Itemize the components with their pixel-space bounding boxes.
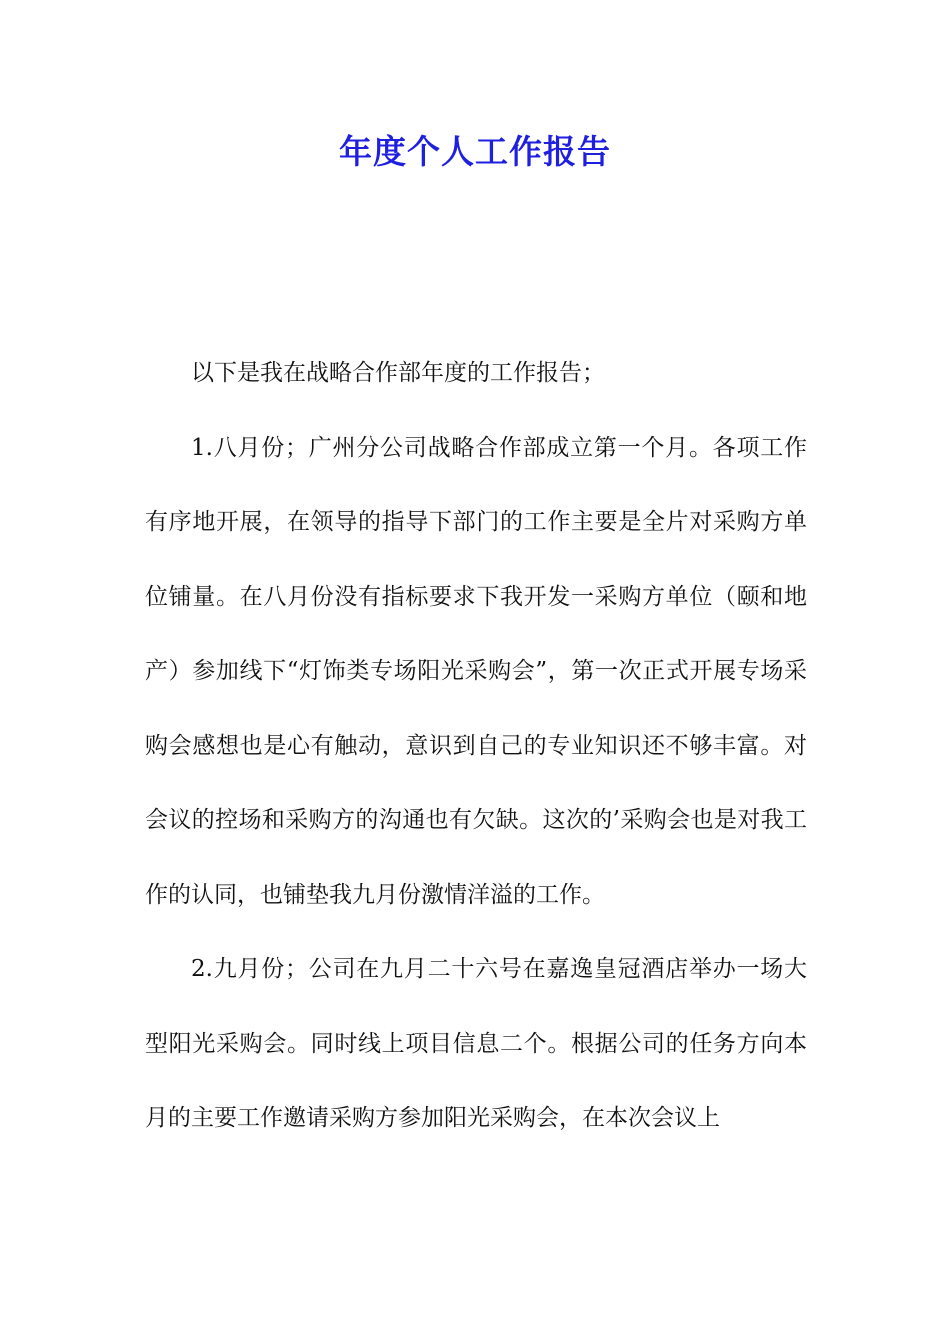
document-body — [145, 336, 807, 1156]
document-title: 年度个人工作报告 — [339, 132, 611, 171]
paragraph-intro: 以下是我在战略合作部年度的工作报告； — [191, 360, 605, 386]
paragraph-september: 2.九月份；公司在九月二十六号在嘉逸皇冠酒店举办一场大型阳光采购会。同时线上项目信息二个。根据公司的任务方向本月的主要工作邀请采购方参加阳光采购会，在本次会议上 — [145, 956, 807, 1131]
paragraph-august: 1.八月份；广州分公司战略合作部成立第一个月。各项工作有序地开展，在领导的指导下部门的工作主要是全片对采购方单位铺量。在八月份没有指标要求下我开发一采购方单位（颐和地产）参加线下“灯饰类专场阳光采购会”，第一次正式开展专场采购会感想也是心有触动，意识到自己的专业知识还不够丰富。对会议的控场和采购方的沟通也有欠缺。这次的’采购会也是对我工作的认同，也铺垫我九月份激情洋溢的工作。 — [145, 434, 807, 908]
